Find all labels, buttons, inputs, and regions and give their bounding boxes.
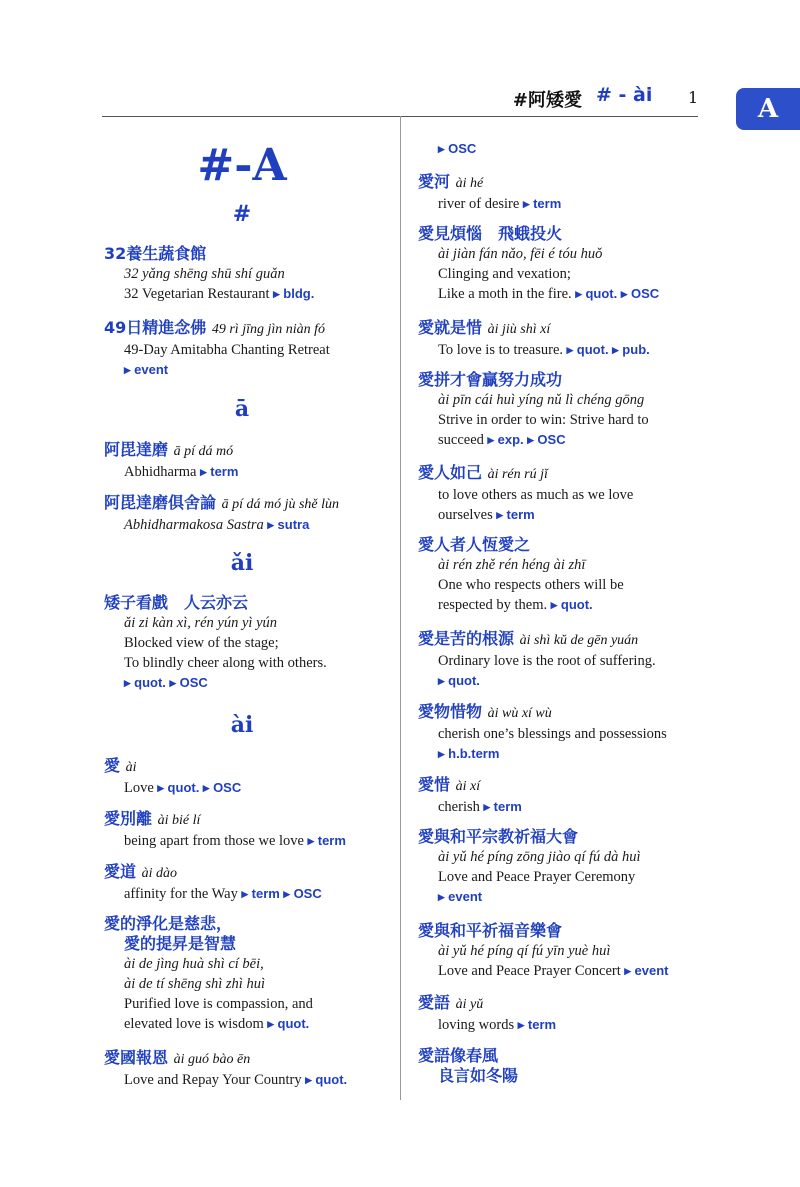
headword: 愛語: [418, 993, 451, 1012]
pinyin: ǎi zi kàn xì, rén yún yì yún: [124, 615, 278, 631]
definition: Ordinary love is the root of suffering.: [438, 653, 656, 669]
column-divider: [400, 116, 401, 1100]
entry-ai-bie-li: [104, 809, 346, 851]
category-tag[interactable]: ▸ quot. ▸ OSC: [124, 675, 208, 690]
entry-blocked-view: [104, 593, 327, 693]
definition: cherish: [438, 799, 480, 815]
headword: 愛: [104, 756, 121, 775]
subsection-ai3: ǎi: [230, 550, 254, 576]
definition-line-2: ourselves: [438, 507, 493, 523]
definition-line-2: Like a moth in the fire.: [438, 286, 572, 302]
category-tag[interactable]: ▸ quot.: [305, 1072, 348, 1087]
headword: 愛與和平祈福音樂會: [418, 921, 563, 940]
headword: 矮子看戲 人云亦云: [104, 593, 249, 612]
category-tag[interactable]: ▸ term: [522, 196, 562, 211]
pinyin: ài hé: [455, 176, 484, 191]
headword-line-2: 愛的提昇是智慧: [124, 934, 237, 953]
headword: 愛就是惜: [418, 318, 483, 337]
pinyin: ài yǔ hé píng zōng jiào qí fú dà huì: [438, 849, 641, 865]
pinyin: ài xí: [455, 779, 481, 794]
pinyin: 49 rì jīng jìn niàn fó: [211, 322, 326, 337]
category-tag[interactable]: ▸ term: [496, 507, 535, 522]
pinyin-line-1: ài de jìng huà shì cí bēi,: [124, 956, 264, 972]
entry-continued: [418, 139, 476, 159]
headword: 49日精進念佛: [104, 318, 207, 337]
definition-line-2: To blindly cheer along with others.: [124, 655, 327, 671]
pinyin: ài yǔ hé píng qí fú yīn yuè huì: [438, 943, 611, 959]
definition: affinity for the Way: [124, 886, 238, 902]
section-title: #-A: [197, 140, 287, 191]
category-tag[interactable]: ▸ term: [517, 1017, 557, 1032]
pinyin: ā pí dá mó jù shě lùn: [221, 497, 340, 512]
headword: 愛河: [418, 172, 451, 191]
entry-ai-he: [418, 172, 561, 214]
pinyin: ài rén rú jǐ: [487, 467, 548, 482]
entry-cherish-blessings: [418, 702, 667, 764]
definition: 49-Day Amitabha Chanting Retreat: [124, 342, 330, 358]
definition: To love is to treasure.: [438, 342, 564, 358]
pinyin: ài: [125, 760, 137, 775]
definition: Abhidharmakosa Sastra: [124, 517, 264, 533]
category-tag[interactable]: ▸ quot. ▸ OSC: [157, 780, 242, 795]
category-tag[interactable]: ▸ OSC: [438, 141, 477, 156]
category-tag[interactable]: ▸ event: [124, 362, 169, 377]
headword-line-1: 愛語像春風: [418, 1046, 499, 1065]
headword: 愛國報恩: [104, 1048, 169, 1067]
pinyin: ài wù xí wù: [487, 706, 552, 721]
headword: 阿毘達磨俱舍論: [104, 493, 217, 512]
entry-moth-fire: [418, 224, 659, 304]
category-tag[interactable]: ▸ bldg.: [273, 286, 315, 301]
headword: 愛是苦的根源: [418, 629, 515, 648]
definition-line-2: succeed: [438, 432, 484, 448]
entry-purified-love: [104, 914, 313, 1034]
category-tag[interactable]: ▸ quot.: [267, 1016, 310, 1031]
definition-line-2: respected by them.: [438, 597, 548, 613]
entry-love-country: [104, 1048, 347, 1090]
entry-prayer-ceremony: [418, 827, 641, 907]
entry-loving-words: [418, 993, 556, 1035]
definition: Love: [124, 780, 154, 796]
headword: 愛物惜物: [418, 702, 483, 721]
subsection-ai4: ài: [230, 712, 254, 738]
entry-abhidharma: [104, 440, 238, 482]
pinyin: 32 yǎng shēng shū shí guǎn: [124, 266, 285, 282]
pinyin: ài dào: [141, 866, 177, 881]
definition-line-1: Clinging and vexation;: [438, 266, 571, 282]
category-tag[interactable]: ▸ term: [200, 464, 239, 479]
category-tag[interactable]: ▸ sutra: [267, 517, 310, 532]
entry-spring-breeze: [418, 1046, 518, 1086]
entry-49-day-retreat: [104, 318, 330, 380]
entry-ai-love: [104, 756, 241, 798]
headword: 愛人如己: [418, 463, 483, 482]
category-tag[interactable]: ▸ term: [483, 799, 522, 814]
definition-line-1: to love others as much as we love: [438, 487, 634, 503]
headword: 愛惜: [418, 775, 451, 794]
pinyin-line-2: ài de tí shēng shì zhì huì: [124, 976, 265, 992]
subsection-a1: ā: [234, 396, 250, 422]
definition: 32 Vegetarian Restaurant: [124, 286, 270, 302]
definition: being apart from those we love: [124, 833, 304, 849]
entry-strive-win: [418, 370, 649, 450]
definition-line-1: Purified love is compassion, and: [124, 996, 313, 1012]
pinyin: ài guó bào ēn: [173, 1052, 251, 1067]
page-number: 1: [688, 88, 699, 107]
pinyin: ài bié lí: [157, 813, 201, 828]
headword-line-2: 良言如冬陽: [438, 1066, 519, 1085]
definition: cherish one’s blessings and possessions: [438, 726, 667, 742]
running-head-chinese: #阿矮愛: [512, 90, 582, 111]
entry-root-suffering: [418, 629, 656, 691]
definition-line-1: Strive in order to win: Strive hard to: [438, 412, 649, 428]
definition: loving words: [438, 1017, 515, 1033]
headword: 愛道: [104, 862, 137, 881]
headword: 愛與和平宗教祈福大會: [418, 827, 579, 846]
pinyin: ài pīn cái huì yíng nǔ lì chéng gōng: [438, 392, 645, 408]
pinyin: ài rén zhě rén héng ài zhī: [438, 557, 586, 573]
definition: Abhidharma: [124, 464, 197, 480]
entry-32-vegetarian: [104, 244, 314, 304]
subsection-hash: #: [232, 201, 252, 227]
pinyin: ā pí dá mó: [173, 444, 234, 459]
entry-respects-others: [418, 535, 624, 615]
entry-love-treasure: [418, 318, 650, 360]
pinyin: ài jiù shì xí: [487, 322, 551, 337]
headword: 愛見煩惱 飛蛾投火: [418, 224, 563, 243]
pinyin: ài yǔ: [455, 997, 484, 1012]
entry-love-others: [418, 463, 633, 525]
category-tag[interactable]: ▸ term ▸ OSC: [241, 886, 322, 901]
headword: 32養生蔬食館: [104, 244, 207, 263]
definition: river of desire: [438, 196, 520, 212]
definition-line-2: elevated love is wisdom: [124, 1016, 264, 1032]
definition: Love and Repay Your Country: [124, 1072, 302, 1088]
category-tag[interactable]: ▸ exp. ▸ OSC: [487, 432, 566, 447]
category-tag[interactable]: ▸ quot. ▸ OSC: [575, 286, 660, 301]
headword: 愛別離: [104, 809, 153, 828]
entry-abhidharmakosa: [104, 493, 339, 535]
category-tag[interactable]: ▸ event: [438, 889, 483, 904]
headword: 愛人者人恆愛之: [418, 535, 531, 554]
entry-ai-xi: [418, 775, 522, 817]
category-tag[interactable]: ▸ quot.: [438, 673, 480, 688]
category-tag[interactable]: ▸ quot. ▸ pub.: [566, 342, 650, 357]
running-head-pinyin: # - ài: [596, 84, 653, 106]
category-tag[interactable]: ▸ h.b.term: [438, 746, 500, 761]
pinyin: ài jiàn fán nǎo, fēi é tóu huǒ: [438, 246, 603, 262]
category-tag[interactable]: ▸ event: [624, 963, 669, 978]
entry-ai-dao: [104, 862, 322, 904]
definition: Love and Peace Prayer Ceremony: [438, 869, 636, 885]
category-tag[interactable]: ▸ term: [307, 833, 346, 848]
headword: 阿毘達磨: [104, 440, 169, 459]
headword: 愛拼才會贏努力成功: [418, 370, 563, 389]
category-tag[interactable]: ▸ quot.: [550, 597, 593, 612]
definition-line-1: One who respects others will be: [438, 577, 624, 593]
headword-line-1: 愛的淨化是慈悲，: [104, 914, 233, 933]
entry-prayer-concert: [418, 921, 669, 981]
pinyin: ài shì kǔ de gēn yuán: [519, 633, 639, 648]
definition: Love and Peace Prayer Concert: [438, 963, 621, 979]
alphabet-tab[interactable]: A: [736, 88, 800, 130]
definition-line-1: Blocked view of the stage;: [124, 635, 279, 651]
